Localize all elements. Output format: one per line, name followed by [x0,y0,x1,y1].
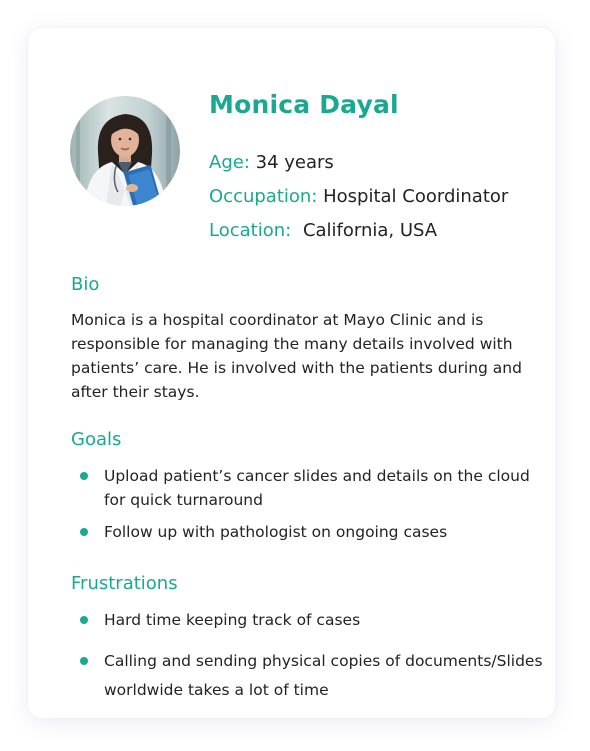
goal-item: Upload patient’s cancer slides and details on the cloud for quick turnaround [104,467,530,509]
goal-item: Follow up with pathologist on ongoing cases [104,523,448,541]
age-value: 34 years [255,152,334,173]
persona-name: Monica Dayal [209,90,399,119]
location-value: California, USA [302,220,438,241]
occupation-value: Hospital Coordinator [323,186,509,207]
occupation-row [209,186,508,207]
bullet-dot-icon [80,472,88,480]
frustration-item: Calling and sending physical copies of documents/Slides worldwide takes a lot of time [104,652,543,699]
bio-heading: Bio [71,274,100,295]
age-row [209,152,334,173]
age-label: Age: [209,152,250,173]
occupation-label: Occupation: [209,186,318,207]
frustrations-heading: Frustrations [71,573,178,594]
bullet-dot-icon [80,616,88,624]
location-row [209,220,437,241]
bio-text: Monica is a hospital coordinator at Mayo Clinic and is responsible for managing the many details involved with patients’ care. He is involved with the patients during and after their stays. [71,311,522,401]
frustration-item: Hard time keeping track of cases [104,611,361,629]
location-label: Location: [209,220,292,241]
bullet-dot-icon [80,528,88,536]
bullet-dot-icon [80,657,88,665]
profile-photo [70,96,180,206]
avatar [70,96,180,206]
goals-heading: Goals [71,429,122,450]
